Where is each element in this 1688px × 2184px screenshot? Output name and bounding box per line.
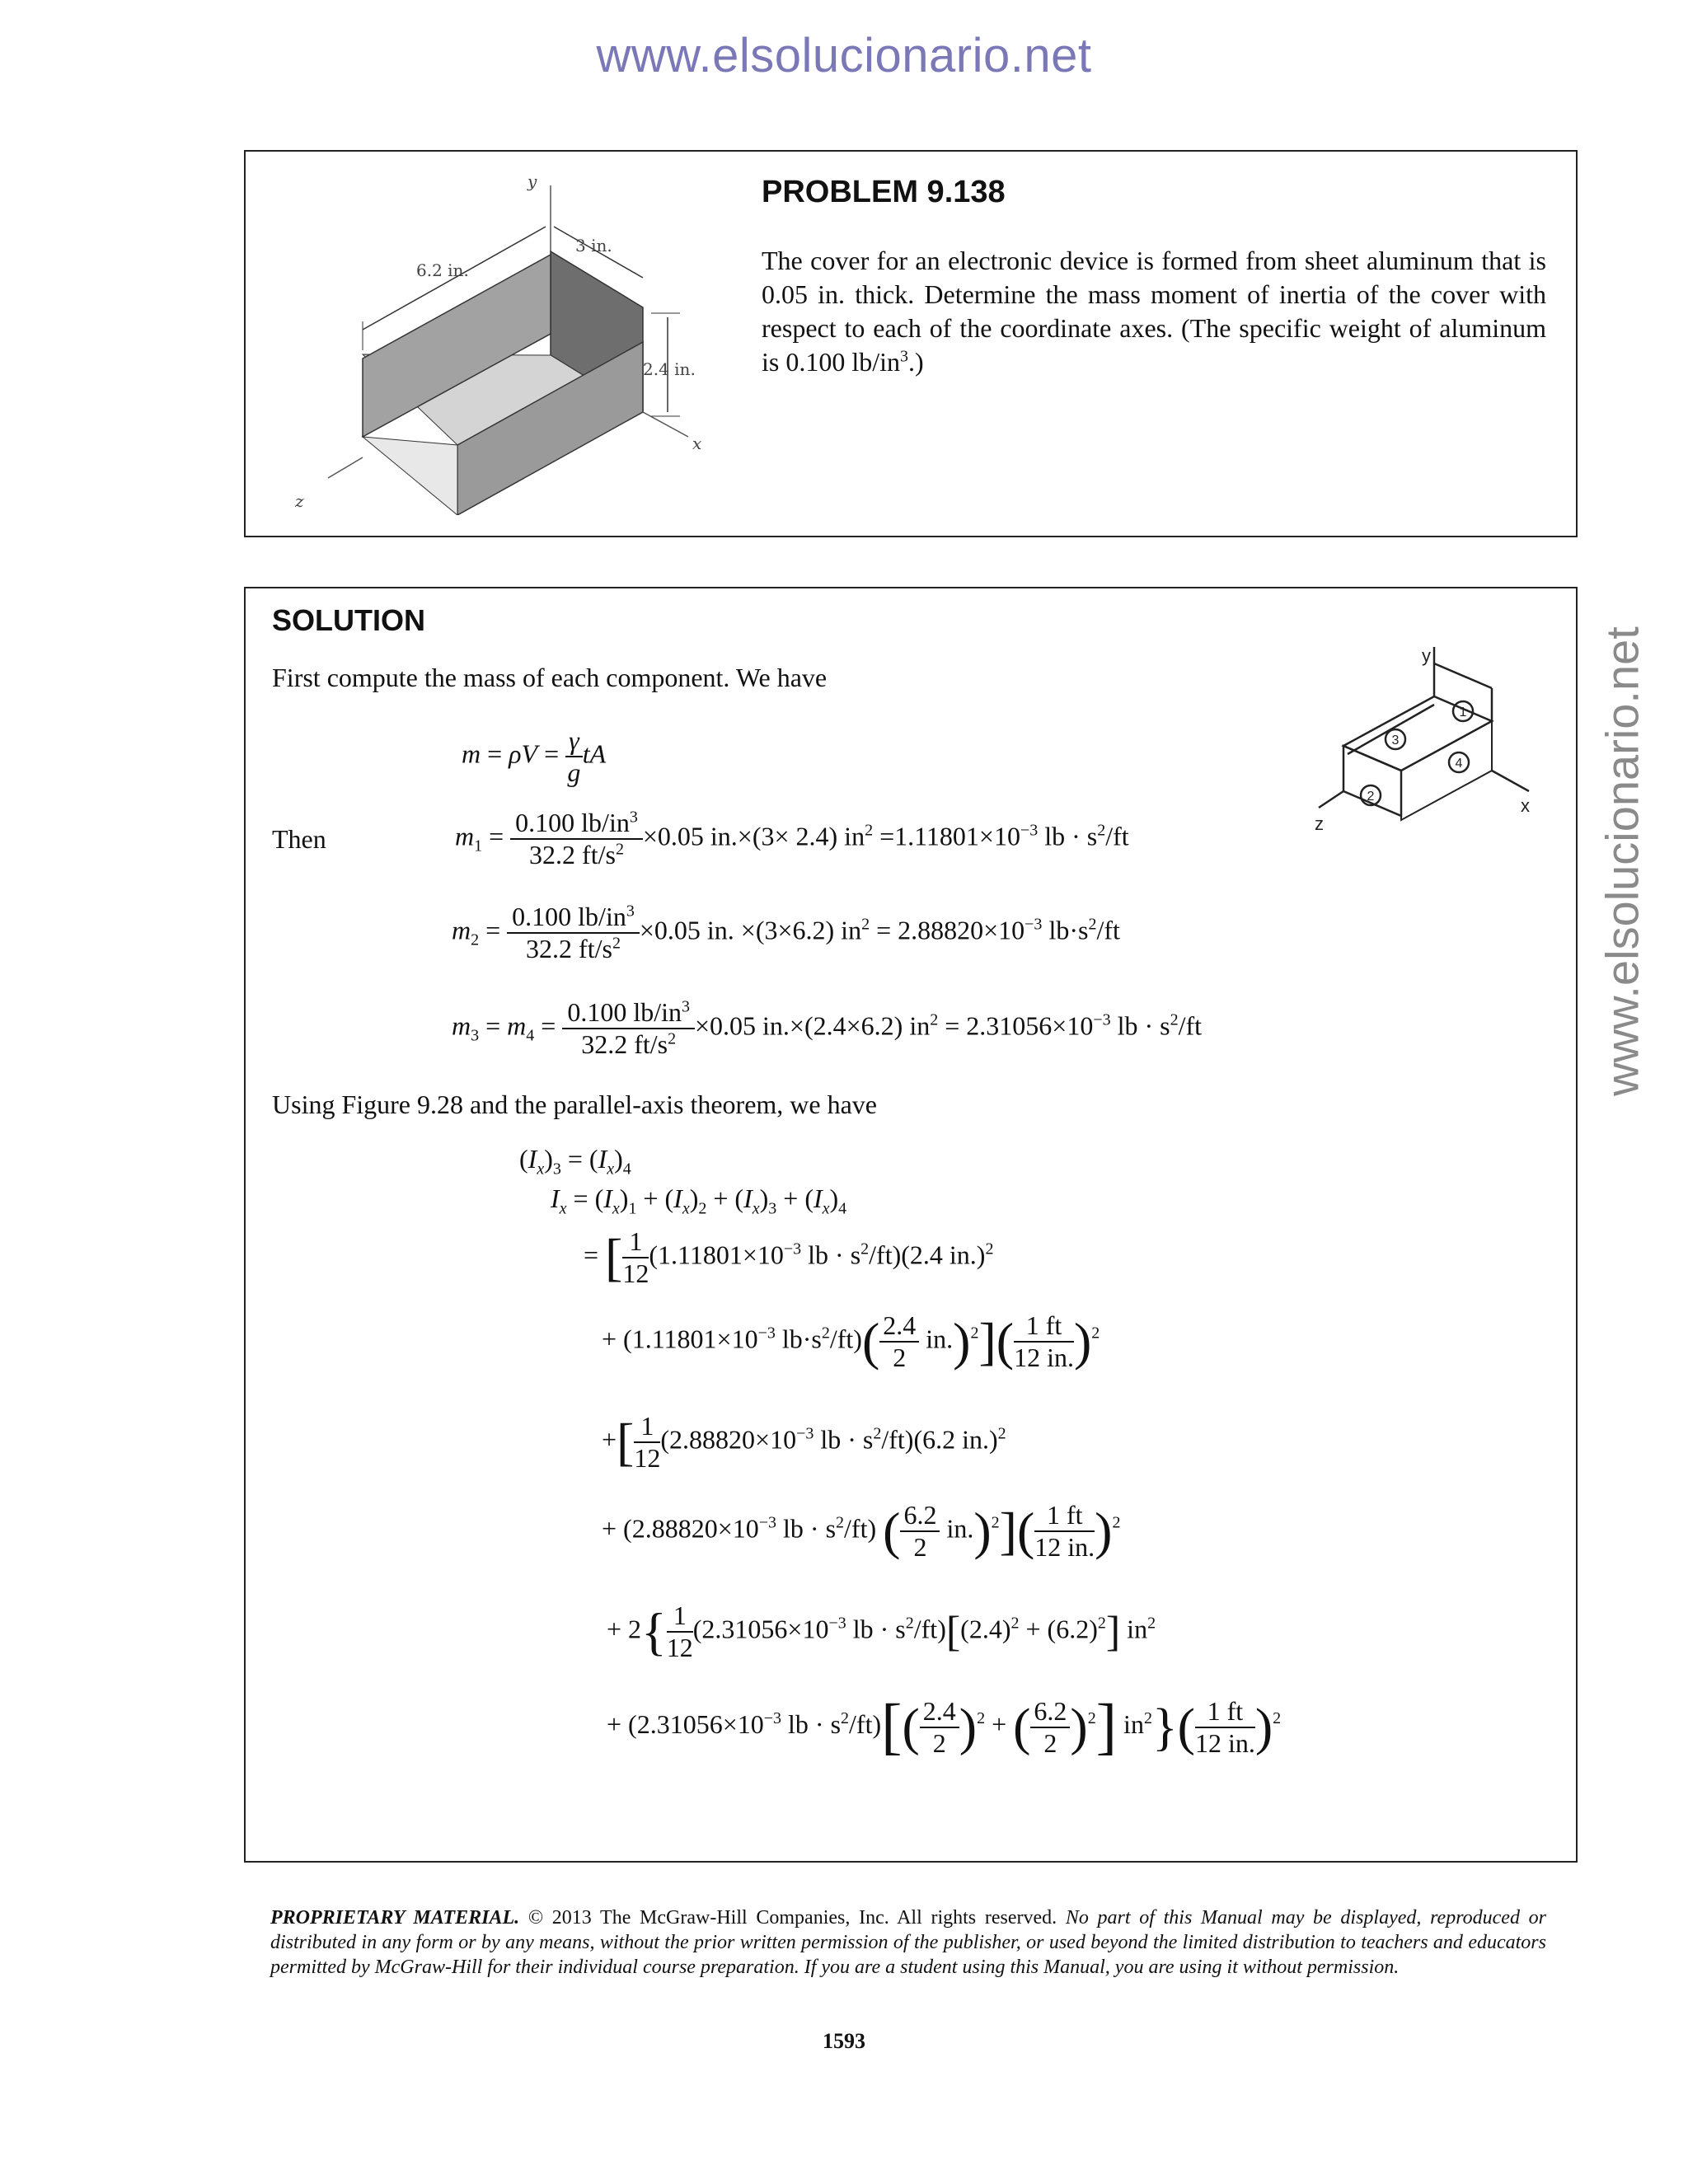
eq-ix3-ix4: $(I_x)_3 = (I_x)_4$ [519, 1144, 631, 1179]
watermark-side-text: www.elsolucionario.net [1596, 626, 1648, 1096]
sketch-z-label: z [1315, 813, 1324, 834]
problem-title: PROBLEM 9.138 [762, 175, 1006, 209]
eq-ix-term-4: + ($2.88820\times 10^{-3}$ lb · $s^2/ft$) ( $\frac{6.2}{2}$ in.)$^2$]( $\frac{1 ft}{12 in.}$ )$^2$ [602, 1500, 1121, 1562]
solution-intro: First compute the mass of each component. We have [272, 663, 828, 692]
eq-iy-term-6: + ($2.31056\times 10^{-3}$ lb · $s^2/ft$)[( $\frac{2.4}{2}$ )$^2$ + ( $\frac{6.2}{2}$ )$^2$] $in^2$}( $\frac{1 ft}{12 in.}$ )$^2$ [607, 1692, 1282, 1761]
fig-y-label: y [528, 171, 537, 191]
fig-dim-width: 3 in. [575, 236, 612, 255]
eq-ix-sum: $I_x = (I_x)_1 + (I_x)_2 + (I_x)_3 + (I_x)_4$ [551, 1183, 847, 1218]
eq-ix-term-1: = [ $\frac{1}{12}$ ($1.11801\times 10^{-3}$ lb · $s^2/ft)(2.4$ in.)$^2$ [584, 1226, 994, 1288]
eq-m3-m4: $m_3 = m_4$ = $\frac{0.100 lb/in^3}{32.2 ft/s^2}$ ×0.05 in.×(2.4×6.2) $in^2 = 2.31056\times 10^{-3}$ lb · $s^2/ft$ [452, 997, 1203, 1059]
copyright-footer: PROPRIETARY MATERIAL. © 2013 The McGraw-Hill Companies, Inc. All rights reserved. No part of this Manual may be displayed, reproduced or distributed in any form or by any means, without the prior written permission of the publisher, or used beyond the limited distribution to teachers and educators permitted by McGraw-Hill for their individual course preparation. If you are a student using this Manual, you are using it without permission. [270, 1907, 1546, 1978]
eq-m2: $m_2$ = $\frac{0.100 lb/in^3}{32.2 ft/s^2}$ ×0.05 in. ×(3×6.2) $in^2 = 2.88820\times 10^{-3}$ $lb\cdot s^2/ft$ [452, 902, 1120, 963]
fig-dim-length: 6.2 in. [416, 260, 469, 280]
sketch-y-label: y [1422, 647, 1431, 666]
fig-dim-height: 2.4 in. [643, 359, 696, 379]
problem-statement: The cover for an electronic device is formed from sheet aluminum that is 0.05 in. thick. Determine the mass moment of inertia of the cover with respect to each of the coordinate axes. (The specific weight of aluminum is 0.100 $lb/in^3$.) [762, 246, 1546, 377]
solution-using: Using Figure 9.28 and the parallel-axis theorem, we have [272, 1090, 877, 1119]
sketch-part-3: 3 [1391, 733, 1400, 748]
sketch-part-2: 2 [1367, 790, 1375, 804]
fig-x-label: x [692, 434, 702, 453]
page-number: 1593 [823, 2029, 865, 2053]
eq-m1: $m_1$ = $\frac{0.100 lb/in^3}{32.2 ft/s^2}$ ×0.05 in.×(3× 2.4) $in^2 =1.11801\times 10^{-3}$ lb · $s^2/ft$ [455, 808, 1129, 869]
eq-mass-definition: m = ρV = $\frac{\gamma}{g}$ tA [462, 725, 607, 787]
sketch-part-1: 1 [1459, 705, 1467, 719]
solution-then: Then [272, 824, 326, 854]
sketch-part-4: 4 [1455, 757, 1463, 771]
watermark-top: www.elsolucionario.net [596, 29, 1092, 82]
problem-figure [280, 169, 742, 515]
eq-ix-term-2: + ($1.11801\times 10^{-3}$ $lb\cdot s^2/ft$)( $\frac{2.4}{2}$ in.)$^2$]( $\frac{1 ft}{12 in.}$ )$^2$ [602, 1310, 1100, 1372]
sketch-x-label: x [1521, 795, 1530, 816]
fig-z-label: z [295, 491, 304, 511]
solution-sketch [1290, 647, 1537, 837]
eq-iy-term-5: + 2{ $\frac{1}{12}$ ($2.31056\times 10^{-3}$ lb · $s^2/ft)[(2.4)^2 + (6.2)^2]$ $in^2$ [607, 1601, 1156, 1662]
eq-ix-term-3: +[ $\frac{1}{12}$ ($2.88820\times 10^{-3}$ lb · $s^2/ft)(6.2$ in.)$^2$ [602, 1411, 1006, 1473]
solution-title: SOLUTION [272, 603, 425, 637]
